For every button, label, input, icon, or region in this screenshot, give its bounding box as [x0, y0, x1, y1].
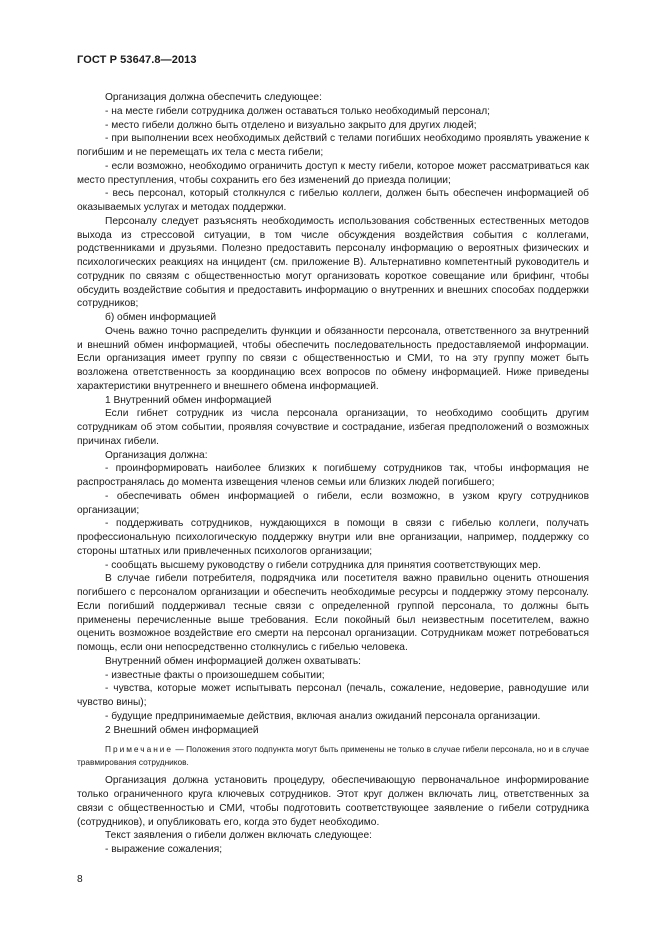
list-item: - обеспечивать обмен информацией о гибели, если возможно, в узком кругу сотрудников организации; [77, 490, 589, 516]
list-item: - сообщать высшему руководству о гибели сотрудника для принятия соответствующих мер. [105, 559, 541, 571]
paragraph: Очень важно точно распределить функции и обязанности персонала, ответственного за внутренний и внешний обмен информацией, чтобы обеспечить последовательность предоставляемой информации. Если организация имеет группу по связи с общественностью и СМИ, то на эту группу может быть возложена ответственность за координацию всех вопросов по обмену информацией. Ниже приведены характеристики внутреннего и внешнего обмена информацией. [77, 325, 589, 392]
document-body [77, 91, 589, 857]
paragraph: Персоналу следует разъяснять необходимость использования собственных естественных методов выхода из стрессовой ситуации, в том числе обсуждения воздействия события с коллегами, родственниками и друзьями. Полезно предоставить персоналу информацию о вероятных физических и психологических реакциях на инцидент (см. приложение В). Альтернативно компетентный руководитель и сотрудник по связям с общественностью могут организовать короткое совещание или брифинг, чтобы обсудить воздействие события и предоставить информацию о внутренних и внешних способах поддержки сотрудников; [77, 215, 589, 310]
page-number: 8 [77, 874, 83, 885]
list-item: - будущие предпринимаемые действия, включая анализ ожиданий персонала организации. [105, 710, 541, 722]
note-label: Примечание [105, 744, 174, 755]
list-item: - на месте гибели сотрудника должен оставаться только необходимый персонал; [105, 105, 490, 117]
list-item: - известные факты о произошедшем событии; [105, 669, 325, 681]
paragraph: Организация должна установить процедуру, обеспечивающую первоначальное информирование только ограниченного круга ключевых сотрудников. Этот круг должен включать лиц, ответственных за связи с общественностью и СМИ, чтобы подготовить соответствующее заявление о гибели сотрудника (сотрудников), и опубликовать его, когда это будет необходимо. [77, 775, 589, 828]
standard-header: ГОСТ Р 53647.8—2013 [77, 54, 197, 66]
list-item: - весь персонал, который столкнулся с гибелью коллеги, должен быть обеспечен информацией об оказываемых услугах и методах поддержки. [77, 188, 589, 213]
list-item: - выражение сожаления; [105, 844, 223, 855]
paragraph: Организация должна обеспечить следующее: [105, 92, 322, 103]
list-item: - если возможно, необходимо ограничить доступ к месту гибели, которое может рассматриваться как место преступления, чтобы сохранить его без изменений до приезда полиции; [77, 160, 589, 186]
paragraph: Текст заявления о гибели должен включать следующее: [105, 830, 372, 842]
subsection-heading: б) обмен информацией [105, 312, 217, 323]
paragraph: Внутренний обмен информацией должен охватывать: [105, 655, 361, 667]
list-item: - поддерживать сотрудников, нуждающихся в помощи в связи с гибелью коллеги, получать профессиональную психологическую поддержку внутри или вне организации, например, поддержку со стороны штатных или привлеченных психологов организации; [77, 518, 589, 557]
list-item: - проинформировать наиболее близких к погибшему сотрудников так, чтобы информация не распространялась до момента извещения членов семьи или близких людей погибшего; [77, 463, 589, 488]
subsection-heading: 2 Внешний обмен информацией [105, 724, 259, 736]
list-item: - место гибели должно быть отделено и визуально закрыто для других людей; [105, 119, 477, 131]
note-text: — Положения этого подпункта могут быть применены не только в случае гибели персонала, но и в случае травмирования сотрудников. [77, 744, 589, 767]
paragraph: В случае гибели потребителя, подрядчика или посетителя важно правильно оценить отношения погибшего с персоналом организации и обеспечить необходимые ресурсы и поддержку этому персоналу. Если погибший поддерживал тесные связи с определенной группой персонала, то должны быть применены перечисленные выше требования. Если покойный был неизвестным посетителем, важно оценить возможное воздействие его смерти на персонал организации. Сотрудникам может потребоваться помощь, если они непосредственно столкнулись с гибелью человека. [77, 573, 589, 653]
subsection-heading: 1 Внутренний обмен информацией [105, 394, 272, 406]
list-item: - при выполнении всех необходимых действий с телами погибших необходимо проявлять уважение к погибшим и не перемещать их тела с места гибели; [77, 133, 589, 158]
list-item: - чувства, которые может испытывать персонал (печаль, сожаление, недоверие, равнодушие или чувство вины); [77, 683, 589, 708]
paragraph: Если гибнет сотрудник из числа персонала организации, то необходимо сообщить другим сотрудникам об этом событии, проявляя сочувствие и сострадание, избегая предположений о возможных причинах гибели. [77, 408, 589, 447]
paragraph: Организация должна: [105, 449, 208, 461]
note [77, 743, 589, 768]
